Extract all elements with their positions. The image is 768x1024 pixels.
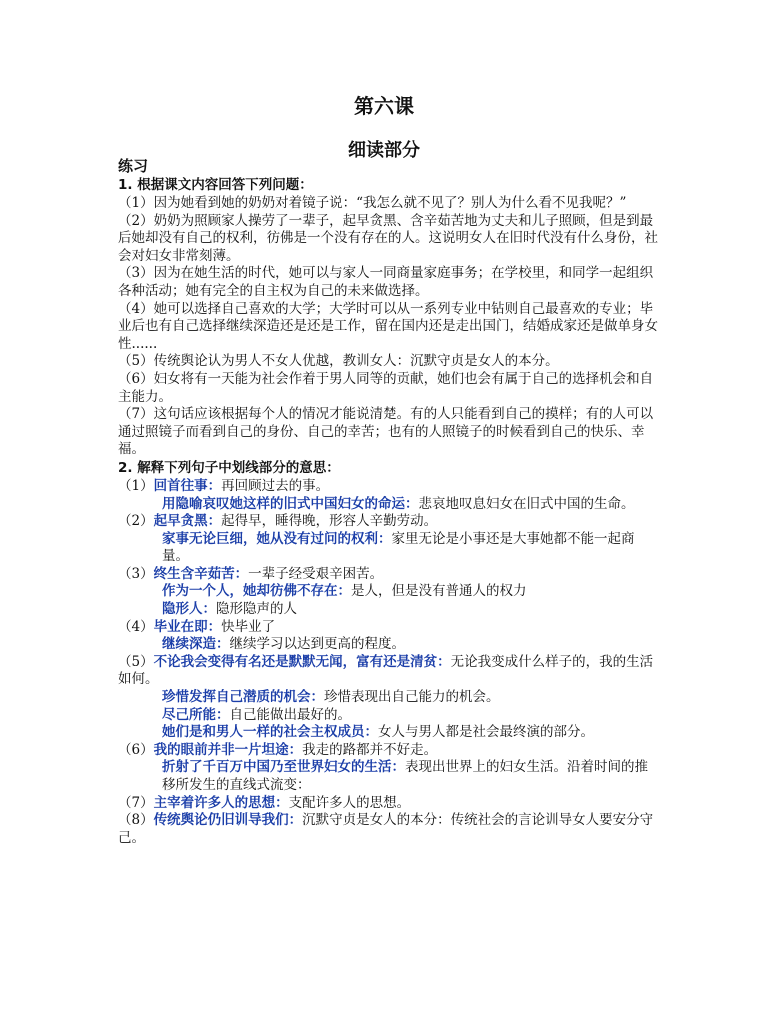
term-definition: 起得早，睡得晚，形容人辛勤劳动。 <box>221 513 438 530</box>
highlighted-term: 家事无论巨细，她从没有过问的权利： <box>162 530 392 547</box>
item-number: （6） <box>118 741 154 758</box>
highlighted-term: 作为一个人，她却彷佛不存在： <box>162 583 351 600</box>
explanation-line <box>118 812 658 847</box>
item-number: （4） <box>118 618 154 635</box>
highlighted-term: 传统舆论仍旧训导我们： <box>153 812 303 829</box>
highlighted-term: 毕业在即： <box>153 618 222 635</box>
explanation-line <box>118 742 658 760</box>
term-definition: 支配许多人的思想。 <box>288 794 411 811</box>
item-number: （5） <box>118 653 154 670</box>
highlighted-term: 终生含辛茹苦： <box>153 565 249 582</box>
explanation-line <box>118 566 658 584</box>
item-number: （8） <box>118 812 154 829</box>
explanation-line <box>118 478 658 496</box>
highlighted-term: 用隐喻哀叹她这样的旧式中国妇女的命运： <box>162 495 419 512</box>
answer-5: （5）传统舆论认为男人不女人优越，教训女人：沉默守贞是女人的本分。 <box>118 353 559 370</box>
answer-2: （2）奶奶为照顾家人操劳了一辈子，起早贪黑、含辛茹苦地为丈夫和儿子照顾，但是到最后她却没有自己的权利，彷佛是一个没有存在的人。这说明女人在旧时代没有什么身份，社会对妇女非常刻薄。 <box>118 212 658 264</box>
explanation-line <box>118 689 658 707</box>
explanation-line <box>118 795 658 813</box>
explanation-line <box>118 583 658 601</box>
highlighted-term: 不论我会变得有名还是默默无闻，富有还是清贫： <box>153 653 451 670</box>
item-number: （2） <box>118 513 154 530</box>
highlighted-term: 她们是和男人一样的社会主权成员： <box>162 724 378 741</box>
explanation-line <box>118 531 658 566</box>
answer-7: （7）这句话应该根据每个人的情况才能说清楚。有的人只能看到自己的摸样；有的人可以通过照镜子而看到自己的身份、自己的幸苦；也有的人照镜子的时候看到自己的快乐、幸福。 <box>118 406 654 458</box>
explanation-line <box>118 636 658 654</box>
answer-6: （6）妇女将有一天能为社会作着于男人同等的贡献，她们也会有属于自己的选择机会和自主能力。 <box>118 370 654 405</box>
lesson-subtitle: 细读部分 <box>348 140 420 161</box>
answer-4: （4）她可以选择自己喜欢的大学；大学时可以从一系列专业中钻则自己最喜欢的专业；毕业后也有自己选择继续深造还是还是工作，留在国内还是走出国门，结婚成家还是做单身女性...... <box>118 300 658 352</box>
term-definition: 珍惜表现出自己能力的机会。 <box>324 689 500 706</box>
term-definition: 无论我变成什么样子的，我的生活如何。 <box>118 653 654 688</box>
term-definition: 自己能做出最好的。 <box>229 706 351 723</box>
term-definition: 沉默守贞是女人的本分：传统社会的言论训导女人要安分守己。 <box>118 812 654 846</box>
content <box>118 156 658 847</box>
explanation-line <box>118 601 658 619</box>
question-1-heading: 1. 根据课文内容回答下列问题： <box>118 177 313 193</box>
explanation-line <box>118 759 658 794</box>
term-definition: 隐形隐声的人 <box>216 601 297 618</box>
answer-3: （3）因为在她生活的时代，她可以与家人一同商量家庭事务；在学校里，和同学一起组织各种活动；她有完全的自主权为自己的未来做选择。 <box>118 265 654 299</box>
explanation-list <box>118 478 658 847</box>
highlighted-term: 隐形人： <box>162 601 216 618</box>
item-number: （7） <box>118 794 154 811</box>
highlighted-term: 我的眼前并非一片坦途： <box>153 741 303 758</box>
highlighted-term: 珍惜发挥自己潜质的机会： <box>162 689 324 706</box>
item-number: （3） <box>118 565 154 582</box>
question-2-heading: 2. 解释下列句子中划线部分的意思： <box>118 459 340 476</box>
highlighted-term: 起早贪黑： <box>153 513 222 530</box>
term-definition: 悲哀地叹息妇女在旧式中国的生命。 <box>418 495 635 512</box>
highlighted-term: 主宰着许多人的思想： <box>153 794 289 811</box>
term-definition: 家里无论是小事还是大事她都不能一起商量。 <box>162 530 635 565</box>
term-definition: 表现出世界上的妇女生活。沿着时间的推移所发生的直线式流变： <box>162 759 648 793</box>
explanation-line <box>118 654 658 689</box>
term-definition: 一辈子经受艰辛困苦。 <box>248 565 384 582</box>
explanation-line <box>118 496 658 514</box>
explanation-line <box>118 513 658 531</box>
explanation-line <box>118 619 658 637</box>
highlighted-term: 折射了千百万中国乃至世界妇女的生活： <box>162 759 405 776</box>
term-definition: 女人与男人都是社会最终演的部分。 <box>378 724 594 741</box>
highlighted-term: 继续深造： <box>162 636 230 653</box>
term-definition: 是人，但是没有普通人的权力 <box>351 583 527 600</box>
item-number: （1） <box>118 477 154 494</box>
highlighted-term: 尽己所能： <box>162 706 230 723</box>
term-definition: 我走的路都并不好走。 <box>302 741 438 758</box>
section-heading: 练习 <box>118 157 149 175</box>
answer-1: （1）因为她看到她的奶奶对着镜子说：“我怎么就不见了？别人为什么看不见我呢？” <box>118 195 627 211</box>
highlighted-term: 回首往事： <box>153 477 222 494</box>
term-definition: 快毕业了 <box>221 618 276 635</box>
term-definition: 继续学习以达到更高的程度。 <box>229 636 405 653</box>
term-definition: 再回顾过去的事。 <box>221 477 330 494</box>
explanation-line <box>118 724 658 742</box>
explanation-line <box>118 707 658 725</box>
lesson-title: 第六课 <box>354 94 414 118</box>
